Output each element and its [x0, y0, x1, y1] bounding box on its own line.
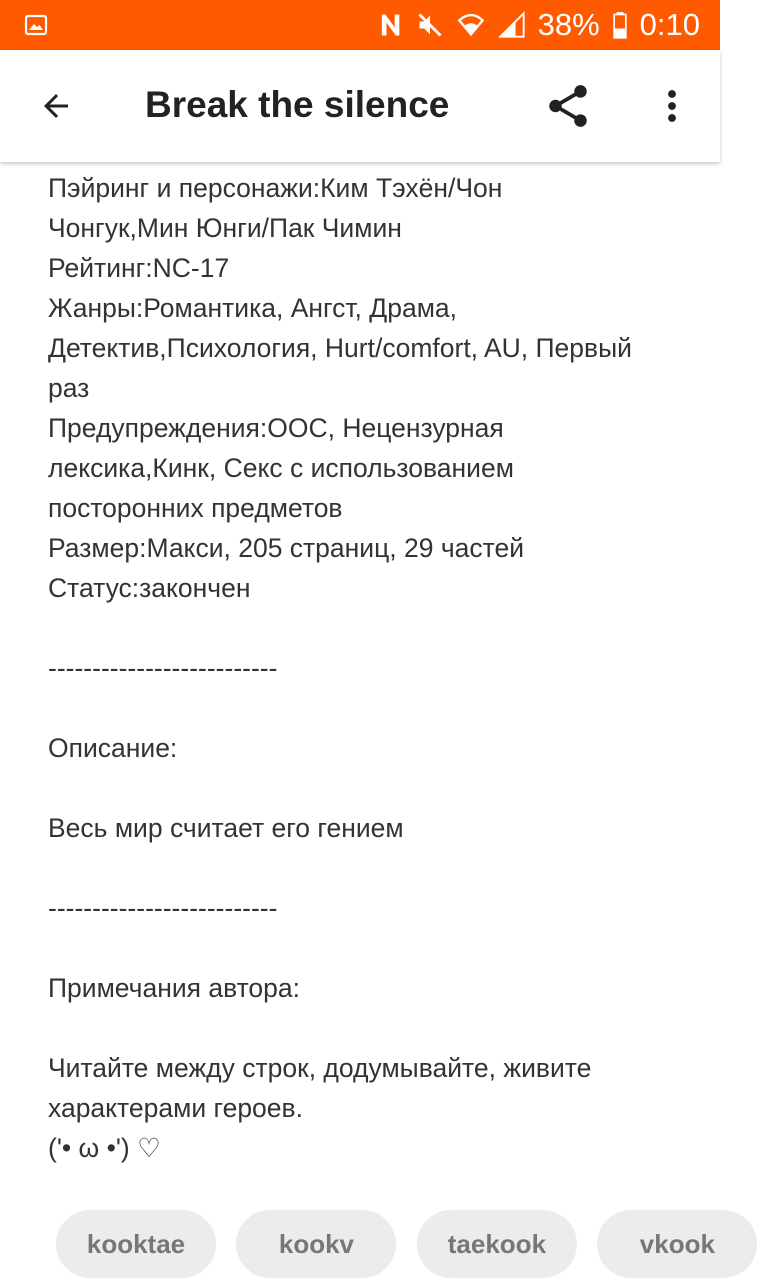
blank-line: [48, 848, 678, 888]
more-options-button[interactable]: [648, 72, 696, 140]
fic-description: [48, 168, 678, 1168]
separator: --------------------------: [48, 653, 278, 683]
back-arrow-icon: [38, 88, 74, 124]
tag-chip[interactable]: kookv: [236, 1210, 396, 1278]
text-line: ('• ω •') ♡: [48, 1133, 161, 1163]
text-line: Пэйринг и персонажи:Ким Тэхён/Чон: [48, 173, 503, 203]
blank-line: [48, 608, 678, 648]
tag-list: [56, 1210, 715, 1278]
mute-icon: [416, 11, 444, 39]
battery-level: 38%: [537, 7, 600, 42]
tag-chip[interactable]: taekook: [417, 1210, 577, 1278]
text-line: посторонних предметов: [48, 493, 343, 523]
status-icons: [376, 0, 700, 50]
tag-chip[interactable]: vkook: [597, 1210, 757, 1278]
section-heading: Примечания автора:: [48, 973, 301, 1003]
back-button[interactable]: [22, 72, 90, 140]
text-line: раз: [48, 373, 90, 403]
nfc-icon: [376, 11, 404, 39]
blank-line: [48, 688, 678, 728]
text-line: Статус:закончен: [48, 573, 251, 603]
separator: --------------------------: [48, 893, 278, 923]
text-line: Детектив,Психология, Hurt/comfort, AU, Первый: [48, 333, 632, 363]
signal-icon: [498, 11, 526, 39]
text-line: Жанры:Романтика, Ангст, Драма,: [48, 293, 458, 323]
gallery-icon: [24, 13, 48, 37]
share-icon: [543, 81, 593, 131]
text-line: Рейтинг:NC-17: [48, 253, 230, 283]
text-line: характерами героев.: [48, 1093, 303, 1123]
text-line: Предупреждения:ООС, Нецензурная: [48, 413, 504, 443]
page-title: Break the silence: [145, 84, 450, 125]
text-line: Читайте между строк, додумывайте, живите: [48, 1053, 592, 1083]
more-vert-icon: [666, 88, 678, 124]
status-bar: [0, 0, 720, 50]
section-heading: Описание:: [48, 733, 178, 763]
clock: 0:10: [639, 7, 700, 42]
blank-line: [48, 1008, 678, 1048]
battery-icon: [612, 11, 628, 39]
text-line: лексика,Кинк, Секс с использованием: [48, 453, 514, 483]
blank-line: [48, 928, 678, 968]
text-line: Размер:Макси, 205 страниц, 29 частей: [48, 533, 525, 563]
tag-chip[interactable]: kooktae: [56, 1210, 216, 1278]
text-line: Чонгук,Мин Юнги/Пак Чимин: [48, 213, 402, 243]
app-bar: [0, 50, 720, 162]
wifi-icon: [456, 11, 486, 39]
share-button[interactable]: [534, 72, 602, 140]
text-line: Весь мир считает его гением: [48, 813, 404, 843]
blank-line: [48, 768, 678, 808]
